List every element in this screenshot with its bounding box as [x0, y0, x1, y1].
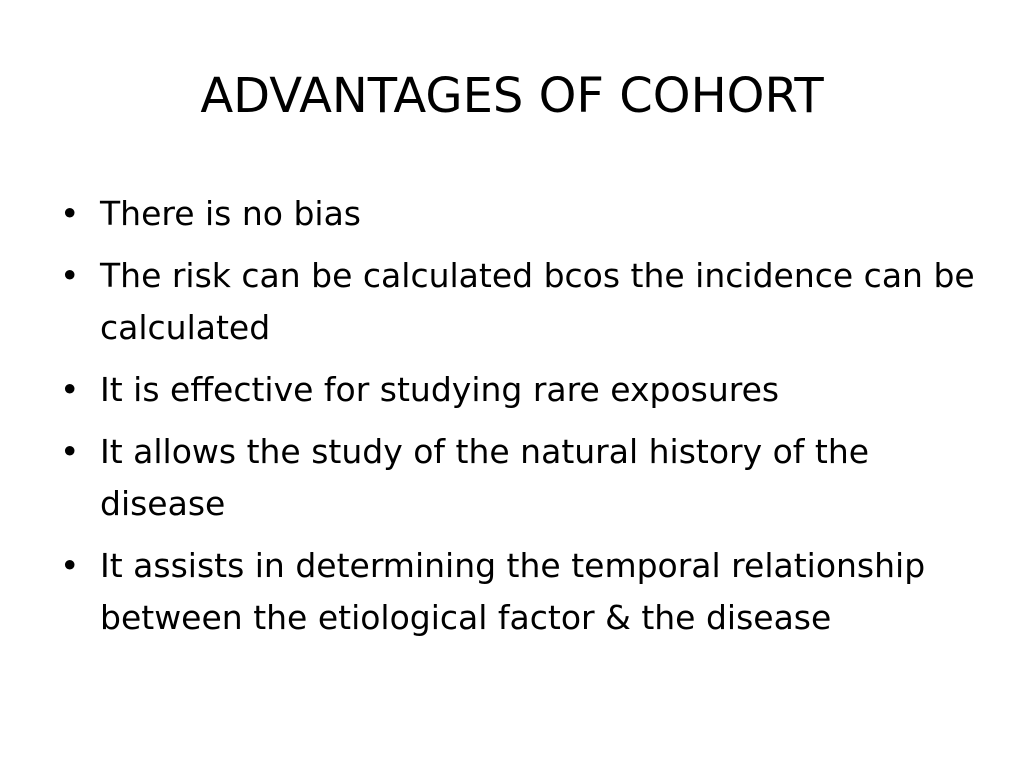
- bullet-item: [60, 426, 980, 530]
- bullet-item: [60, 364, 980, 416]
- bullet-dot-icon: •: [60, 256, 80, 295]
- bullet-text: It assists in determining the temporal relationship between the etiological factor & the disease: [100, 546, 926, 637]
- slide-title: ADVANTAGES OF COHORT: [200, 68, 824, 124]
- bullet-list: [60, 188, 980, 654]
- bullet-text: It is effective for studying rare exposures: [100, 370, 780, 409]
- bullet-text: There is no bias: [100, 194, 361, 233]
- bullet-item: [60, 188, 980, 240]
- bullet-dot-icon: •: [60, 432, 80, 471]
- bullet-text: The risk can be calculated bcos the incidence can be calculated: [100, 256, 975, 347]
- bullet-text: It allows the study of the natural history of the disease: [100, 432, 870, 523]
- bullet-dot-icon: •: [60, 546, 80, 585]
- bullet-item: [60, 250, 980, 354]
- bullet-dot-icon: •: [60, 194, 80, 233]
- bullet-dot-icon: •: [60, 370, 80, 409]
- bullet-item: [60, 540, 980, 644]
